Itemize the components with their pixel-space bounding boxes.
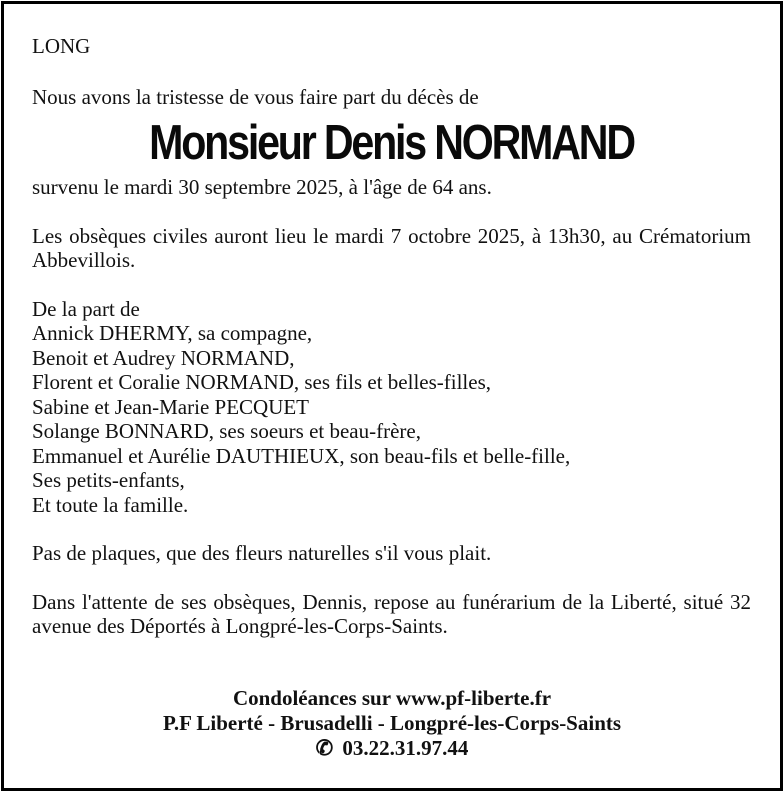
resting-place: Dans l'attente de ses obsèques, Dennis, repose au funérarium de la Liberté, situé 32 avenue des Déportés à Longpré-les-Corps-Saints. [32, 589, 751, 638]
notice-body [32, 34, 751, 639]
flowers-note [32, 541, 751, 566]
phone-icon: ✆ [315, 736, 334, 760]
funeral-details: Les obsèques civiles auront lieu le mardi 7 octobre 2025, à 13h30, au Crématorium Abbevillois. [32, 223, 751, 272]
death-details: survenu le mardi 30 septembre 2025, à l'âge de 64 ans. [32, 175, 492, 199]
deceased-name: Monsieur Denis NORMAND [149, 116, 634, 170]
funeral-home-footer [4, 686, 780, 761]
town-name: LONG [32, 34, 91, 58]
condolences-line: Condoléances sur www.pf-liberte.fr [232, 686, 552, 710]
flowers-text: Pas de plaques, que des fleurs naturelles s'il vous plait. [32, 541, 492, 565]
family-member: Annick DHERMY, sa compagne, [32, 321, 313, 345]
funeral-home-name: P.F Liberté - Brusadelli - Longpré-les-Corps-Saints [162, 711, 622, 735]
family-member: Sabine et Jean-Marie PECQUET [32, 394, 310, 419]
announcement-intro: Nous avons la tristesse de vous faire part du décès de [32, 84, 479, 109]
family-member: Benoit et Audrey NORMAND, [32, 345, 295, 370]
family-member: Solange BONNARD, ses soeurs et beau-frère, [32, 419, 421, 443]
phone-number: 03.22.31.97.44 [342, 736, 469, 760]
phone-line [4, 736, 780, 761]
family-intro: De la part de [32, 296, 140, 321]
family-member: Et toute la famille. [32, 492, 189, 517]
obituary-notice [1, 1, 783, 791]
family-member: Florent et Coralie NORMAND, ses fils et belles-filles, [32, 370, 492, 394]
family-member: Emmanuel et Aurélie DAUTHIEUX, son beau-fils et belle-fille, [32, 443, 571, 468]
family-member: Ses petits-enfants, [32, 468, 185, 492]
family-list [32, 297, 751, 518]
